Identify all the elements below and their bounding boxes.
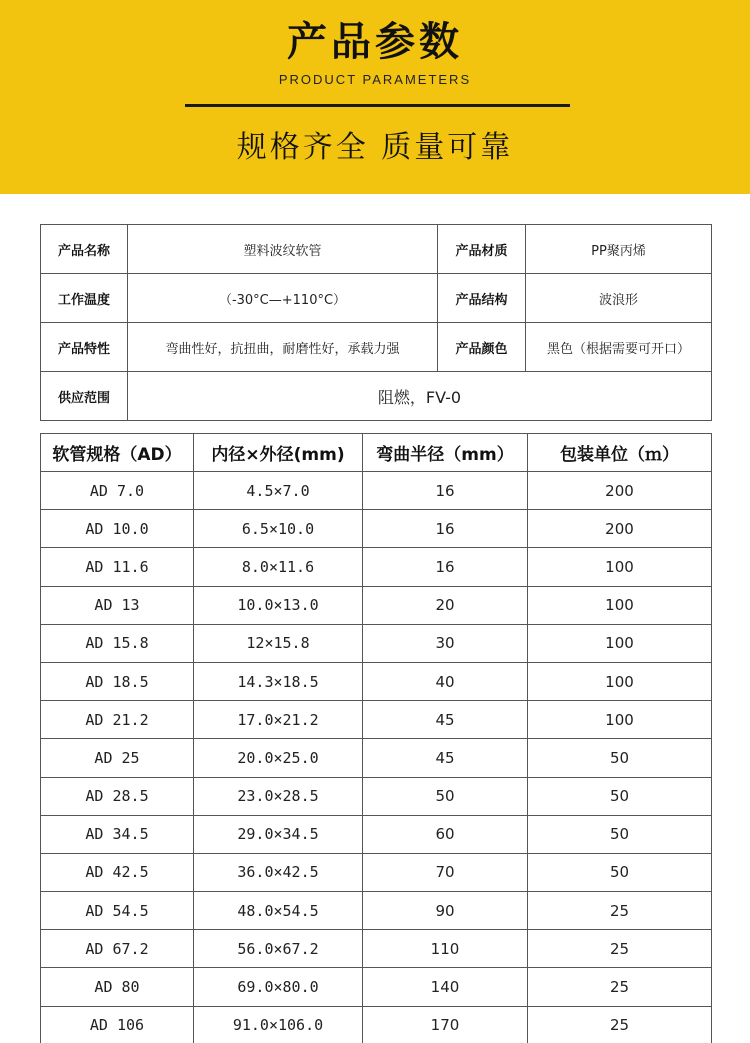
table-cell: 40	[363, 662, 528, 700]
table-cell: 20.0×25.0	[194, 739, 363, 777]
table-cell: AD 42.5	[41, 853, 194, 891]
spec-header-cell: 内径×外径(mm)	[194, 434, 363, 472]
table-cell: 110	[363, 930, 528, 968]
info-label: 供应范围	[41, 372, 128, 421]
table-cell: AD 10.0	[41, 510, 194, 548]
table-cell: AD 7.0	[41, 472, 194, 510]
table-cell: 25	[528, 892, 712, 930]
table-cell: 50	[528, 739, 712, 777]
table-cell: 100	[528, 701, 712, 739]
info-label: 产品特性	[41, 323, 128, 372]
table-row	[41, 777, 712, 815]
table-cell: AD 67.2	[41, 930, 194, 968]
table-row	[41, 472, 712, 510]
spec-table	[40, 433, 712, 1043]
spec-header-cell: 弯曲半径（mm）	[363, 434, 528, 472]
table-row	[41, 1006, 712, 1043]
table-cell: 12×15.8	[194, 624, 363, 662]
table-row	[41, 739, 712, 777]
table-row	[41, 930, 712, 968]
table-cell: 200	[528, 510, 712, 548]
table-cell: 100	[528, 662, 712, 700]
table-cell: 50	[528, 815, 712, 853]
table-cell: AD 106	[41, 1006, 194, 1043]
table-row	[41, 586, 712, 624]
info-value: 阻燃，FV-0	[128, 372, 712, 421]
info-value: （-30°C—+110°C）	[128, 274, 438, 323]
table-cell: 100	[528, 624, 712, 662]
table-cell: AD 34.5	[41, 815, 194, 853]
info-value: 黑色（根据需要可开口）	[526, 323, 712, 372]
info-value: 塑料波纹软管	[128, 225, 438, 274]
table-cell: 70	[363, 853, 528, 891]
table-row	[41, 548, 712, 586]
info-label: 产品颜色	[438, 323, 526, 372]
table-cell: 100	[528, 586, 712, 624]
table-row	[41, 662, 712, 700]
table-cell: AD 13	[41, 586, 194, 624]
table-cell: 16	[363, 472, 528, 510]
table-cell: 25	[528, 968, 712, 1006]
table-row	[41, 624, 712, 662]
table-cell: AD 15.8	[41, 624, 194, 662]
spec-table-body	[41, 472, 712, 1043]
table-cell: 90	[363, 892, 528, 930]
table-row	[41, 892, 712, 930]
table-cell: 4.5×7.0	[194, 472, 363, 510]
table-cell: AD 25	[41, 739, 194, 777]
table-cell: 48.0×54.5	[194, 892, 363, 930]
info-label: 产品材质	[438, 225, 526, 274]
table-cell: 56.0×67.2	[194, 930, 363, 968]
table-cell: 45	[363, 739, 528, 777]
spec-header-cell: 包装单位（ｍ）	[528, 434, 712, 472]
table-cell: 30	[363, 624, 528, 662]
table-cell: 36.0×42.5	[194, 853, 363, 891]
info-row	[41, 274, 712, 323]
spec-header-cell: 软管规格（AD）	[41, 434, 194, 472]
table-cell: 29.0×34.5	[194, 815, 363, 853]
table-cell: AD 54.5	[41, 892, 194, 930]
page-subtitle: PRODUCT PARAMETERS	[278, 72, 472, 87]
info-row	[41, 323, 712, 372]
page-title: 产品参数	[287, 19, 463, 65]
table-cell: AD 28.5	[41, 777, 194, 815]
table-cell: AD 21.2	[41, 701, 194, 739]
info-row	[41, 372, 712, 421]
table-cell: 100	[528, 548, 712, 586]
table-row	[41, 968, 712, 1006]
info-label: 产品结构	[438, 274, 526, 323]
info-row	[41, 225, 712, 274]
table-cell: AD 80	[41, 968, 194, 1006]
table-cell: 60	[363, 815, 528, 853]
table-row	[41, 510, 712, 548]
table-cell: 14.3×18.5	[194, 662, 363, 700]
header-banner	[0, 0, 750, 194]
table-cell: 50	[363, 777, 528, 815]
table-cell: 69.0×80.0	[194, 968, 363, 1006]
table-cell: 6.5×10.0	[194, 510, 363, 548]
table-cell: 8.0×11.6	[194, 548, 363, 586]
page-slogan: 规格齐全 质量可靠	[236, 130, 514, 165]
table-cell: 17.0×21.2	[194, 701, 363, 739]
table-cell: 20	[363, 586, 528, 624]
info-value: 弯曲性好，抗扭曲，耐磨性好，承载力强	[128, 323, 438, 372]
table-cell: 16	[363, 510, 528, 548]
spec-header-row	[41, 434, 712, 472]
info-label: 工作温度	[41, 274, 128, 323]
table-row	[41, 701, 712, 739]
table-cell: 200	[528, 472, 712, 510]
info-label: 产品名称	[41, 225, 128, 274]
table-cell: 23.0×28.5	[194, 777, 363, 815]
table-cell: 91.0×106.0	[194, 1006, 363, 1043]
info-value: PP聚丙烯	[526, 225, 712, 274]
table-cell: 16	[363, 548, 528, 586]
table-cell: 25	[528, 930, 712, 968]
header-divider	[185, 104, 570, 107]
table-row	[41, 815, 712, 853]
table-cell: 25	[528, 1006, 712, 1043]
table-cell: 140	[363, 968, 528, 1006]
table-cell: 10.0×13.0	[194, 586, 363, 624]
table-row	[41, 853, 712, 891]
product-info-table	[40, 224, 712, 421]
table-cell: AD 18.5	[41, 662, 194, 700]
table-cell: 50	[528, 853, 712, 891]
table-cell: AD 11.6	[41, 548, 194, 586]
table-cell: 45	[363, 701, 528, 739]
table-cell: 50	[528, 777, 712, 815]
info-value: 波浪形	[526, 274, 712, 323]
table-cell: 170	[363, 1006, 528, 1043]
